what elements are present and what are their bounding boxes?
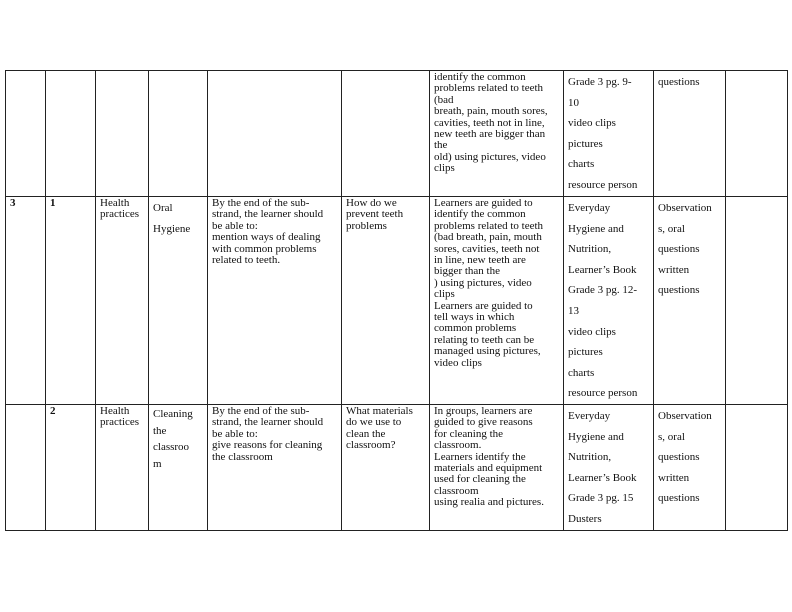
resources-cell: Everyday Hygiene and Nutrition, Learner’s Book Grade 3 pg. 15 Dusters <box>564 405 654 531</box>
lesson-cell: 1 <box>46 197 96 405</box>
week-cell <box>6 71 46 197</box>
table-row <box>6 405 788 531</box>
assessment-cell: Observation s, oral questions written questions <box>654 405 726 531</box>
resources-cell: Grade 3 pg. 9- 10 video clips pictures charts resource person <box>564 71 654 197</box>
experiences-cell: identify the common problems related to teeth (bad breath, pain, mouth sores, cavities, teeth not in line, new teeth are bigger than the old) using pictures, video clips <box>430 71 564 197</box>
week-cell: 3 <box>6 197 46 405</box>
sub-strand-cell <box>149 71 208 197</box>
table-row <box>6 71 788 197</box>
inquiry-cell: How do we prevent teeth problems <box>342 197 430 405</box>
experiences-cell: In groups, learners are guided to give reasons for cleaning the classroom. Learners identify the materials and equipment used for cleaning the classroom using realia and pictures. <box>430 405 564 531</box>
outcomes-cell <box>208 71 342 197</box>
remarks-cell <box>726 405 788 531</box>
lesson-cell: 2 <box>46 405 96 531</box>
sub-strand-cell: Oral Hygiene <box>149 197 208 405</box>
strand-cell: Health practices <box>96 197 149 405</box>
scheme-of-work-table <box>5 70 788 531</box>
inquiry-cell: What materials do we use to clean the classroom? <box>342 405 430 531</box>
lesson-cell <box>46 71 96 197</box>
strand-cell <box>96 71 149 197</box>
strand-cell: Health practices <box>96 405 149 531</box>
outcomes-cell: By the end of the sub- strand, the learner should be able to: give reasons for cleaning the classroom <box>208 405 342 531</box>
table-row <box>6 197 788 405</box>
assessment-cell: questions <box>654 71 726 197</box>
remarks-cell <box>726 197 788 405</box>
experiences-cell: Learners are guided to identify the common problems related to teeth (bad breath, pain, mouth sores, cavities, teeth not in line, new teeth are bigger than the ) using pictures, video clips Learners are guided to tell ways in which common problems relating to teeth can be managed using pictures, video clips <box>430 197 564 405</box>
week-cell <box>6 405 46 531</box>
sub-strand-cell: Cleaning the classroo m <box>149 405 208 531</box>
inquiry-cell <box>342 71 430 197</box>
remarks-cell <box>726 71 788 197</box>
resources-cell: Everyday Hygiene and Nutrition, Learner’s Book Grade 3 pg. 12- 13 video clips pictures charts resource person <box>564 197 654 405</box>
outcomes-cell: By the end of the sub- strand, the learner should be able to: mention ways of dealing with common problems related to teeth. <box>208 197 342 405</box>
assessment-cell: Observation s, oral questions written questions <box>654 197 726 405</box>
